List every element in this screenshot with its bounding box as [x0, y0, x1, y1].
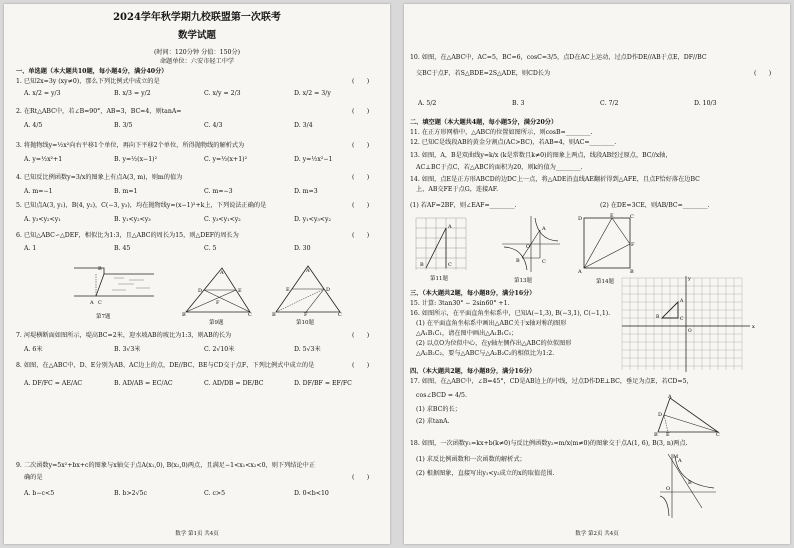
q3-option-a: A. y=½x²+1 — [24, 156, 63, 163]
figure-11-grid — [414, 216, 476, 272]
question-9-tail: 确的是 — [24, 474, 43, 481]
q7-option-d: D. 5√3米 — [294, 346, 321, 353]
question-16-part-1-cont: △A₁B₁C₁，请在图中画出△A₁B₁C₁； — [416, 330, 518, 337]
svg-text:D: D — [658, 412, 663, 418]
svg-text:E: E — [238, 288, 242, 294]
exam-page-1 — [4, 4, 390, 544]
svg-text:D: D — [198, 288, 203, 294]
answer-bracket: ( ) — [352, 332, 370, 339]
q6-option-d: D. 30 — [294, 245, 311, 252]
svg-text:C: C — [448, 262, 452, 268]
question-16-part-2: (2) 以点O为位似中心，在y轴左侧作出△ABC的位似图形 — [416, 340, 572, 347]
figure-11-caption: 第11题 — [430, 276, 448, 282]
svg-text:A: A — [678, 458, 682, 464]
answer-bracket: ( ) — [754, 70, 772, 77]
svg-text:B: B — [272, 312, 276, 316]
svg-text:O: O — [526, 244, 531, 250]
question-2: 2. 在Rt△ABC中，若∠B=90°，AB=3，BC=4，则tanA= — [16, 108, 182, 115]
question-17-part-1: (1) 求BC的长； — [416, 406, 461, 413]
svg-text:O: O — [688, 329, 692, 334]
svg-text:F: F — [304, 312, 308, 316]
exam-school: 命题单位：六安市轻工中学 — [159, 58, 235, 65]
q8-option-c: C. AD/DB = DE/BC — [204, 380, 264, 387]
q1-option-a: A. x/2 = y/3 — [24, 90, 61, 97]
q8-option-b: B. AD/AB = EC/AC — [114, 380, 173, 387]
answer-bracket: ( ) — [352, 78, 370, 85]
q4-option-a: A. m=−1 — [24, 188, 53, 195]
section-1-heading: 一、单选题（本大题共10题，每小题4分，满分40分） — [16, 68, 168, 75]
svg-text:B: B — [182, 312, 186, 316]
q3-option-b: B. y=½(x−1)² — [114, 156, 158, 163]
q8-option-a: A. DF/FC = AE/AC — [24, 380, 83, 387]
svg-text:B: B — [98, 266, 102, 272]
answer-bracket: ( ) — [352, 108, 370, 115]
question-5: 5. 已知点A(3, y₁)，B(4, y₂)，C(−3, y₃)，均在抛物线y=(x−1)²+k上，下列说法正确的是 — [16, 202, 267, 209]
svg-text:C: C — [542, 259, 546, 265]
q6-option-c: C. 5 — [204, 245, 217, 252]
answer-bracket: ( ) — [352, 142, 370, 149]
question-14-part-2: (2) 在DE=3CE，则AB/BC=________. — [600, 202, 710, 209]
question-14-part-1: (1) 若AF=2BF，则∠EAF=________. — [410, 202, 517, 209]
svg-text:O: O — [666, 486, 671, 492]
figure-9-caption: 第9题 — [209, 320, 224, 326]
svg-text:D: D — [326, 287, 331, 293]
svg-text:C: C — [338, 312, 342, 316]
svg-text:F: F — [216, 300, 220, 306]
answer-bracket: ( ) — [352, 202, 370, 209]
exam-page-2 — [404, 4, 790, 544]
q10-option-d: D. 10/3 — [694, 100, 717, 107]
q10-option-c: C. 7/2 — [600, 100, 619, 107]
figure-18-functions — [658, 452, 718, 520]
figure-13-hyperbola — [500, 214, 562, 274]
question-11: 11. 在正方形网格中，△ABC的位置如图所示，则cosB=________. — [410, 129, 593, 136]
question-18-part-1: (1) 求反比例函数和一次函数的解析式； — [416, 456, 526, 463]
q9-option-a: A. b−c<5 — [24, 490, 55, 497]
q1-option-d: D. x/2 = 3/y — [294, 90, 331, 97]
question-10-cont: 交BC于点F，若S△BDE=2S△ADE，则CD长为 — [416, 70, 551, 77]
svg-text:C: C — [716, 432, 720, 436]
q1-option-c: C. x/y = 2/3 — [204, 90, 241, 97]
q4-option-b: B. m=1 — [114, 188, 138, 195]
q8-option-d: D. DF/BF = EF/FC — [294, 380, 352, 387]
svg-text:B: B — [516, 258, 520, 264]
q2-option-d: D. 3/4 — [294, 122, 313, 129]
svg-text:B: B — [688, 480, 692, 486]
q5-option-b: B. y₁<y₂<y₃ — [114, 216, 151, 223]
figure-10-triangle — [272, 264, 344, 316]
figure-10-caption: 第10题 — [296, 320, 314, 326]
svg-text:C: C — [98, 300, 102, 306]
question-3: 3. 将抛物线y=½x²向右平移1个单位，再向下平移2个单位，所得抛物线的解析式为 — [16, 142, 245, 149]
q5-option-a: A. y₃<y₂<y₁ — [24, 216, 61, 223]
svg-text:A: A — [220, 270, 224, 276]
question-10: 10. 如图，在△ABC中，AC=5，BC=6，cosC=3/5，点D在AC上运动，过点D作DE//AB于点E，DF//BC — [410, 54, 707, 61]
question-12: 12. 已知C是线段AB的黄金分割点(AC>BC)，若AB=4，则AC=________. — [410, 139, 617, 146]
question-4: 4. 已知反比例函数y=3/x的图象上有点A(3, m)，则m的值为 — [16, 174, 183, 181]
q1-option-b: B. x/3 = y/2 — [114, 90, 151, 97]
svg-text:F: F — [631, 242, 635, 248]
question-17: 17. 如图，在△ABC中，∠B=45°，CD是AB边上的中线，过点D作DE⊥BC，垂足为点E，若CD=5， — [410, 378, 693, 385]
q3-option-d: D. y=½x²−1 — [294, 156, 333, 163]
figure-16-coordinate-grid — [618, 274, 758, 374]
svg-text:A: A — [448, 224, 452, 230]
question-18: 18. 如图，一次函数y₁=kx+b(k≠0)与反比例函数y₂=m/x(m≠0)的图象交于点A(1, 6), B(3, n)两点. — [410, 440, 688, 447]
svg-text:B: B — [654, 432, 658, 436]
q5-option-c: C. y₃<y₁<y₂ — [204, 216, 241, 223]
section-2-heading: 二、填空题（本大题共4题，每小题5分，满分20分） — [410, 119, 558, 126]
q4-option-d: D. m=3 — [294, 188, 318, 195]
question-6: 6. 已知△ABC∽△DEF，相似比为1:3，且△ABC的周长为15，则△DEF的周长为 — [16, 232, 239, 239]
figure-7-caption: 第7题 — [96, 314, 111, 320]
question-17-cont: cos∠BCD = 4/5. — [416, 392, 467, 399]
svg-text:A: A — [578, 269, 582, 274]
q10-option-b: B. 3 — [512, 100, 525, 107]
exam-meta: (时间：120分钟 分值：150分) — [153, 49, 241, 56]
answer-bracket: ( ) — [352, 174, 370, 181]
figure-17-triangle — [654, 394, 724, 436]
q9-option-b: B. b>2√5c — [114, 490, 147, 497]
answer-bracket: ( ) — [352, 362, 370, 369]
question-1: 1. 已知2x=3y (xy≠0)，那么下列比例式中成立的是 — [16, 78, 160, 85]
svg-text:A: A — [306, 268, 310, 274]
figure-13-caption: 第13题 — [514, 278, 532, 284]
svg-text:A: A — [542, 226, 546, 232]
page-footer: 数学 第1页 共4页 — [175, 531, 219, 537]
q2-option-c: C. 4/3 — [204, 122, 223, 129]
svg-text:A: A — [90, 300, 94, 306]
q6-option-b: B. 45 — [114, 245, 131, 252]
page-footer: 数学 第2页 共4页 — [575, 531, 619, 537]
q7-option-a: A. 6米 — [24, 346, 43, 353]
q7-option-b: B. 3√3米 — [114, 346, 141, 353]
exam-title: 2024学年秋学期九校联盟第一次联考 — [113, 12, 281, 23]
svg-text:D: D — [578, 216, 583, 222]
svg-text:C: C — [630, 214, 634, 220]
svg-text:E: E — [286, 287, 290, 293]
section-4-heading: 四、（本大题共2题，每小题8分，满分16分） — [410, 368, 536, 375]
svg-text:A: A — [668, 394, 672, 400]
svg-text:C: C — [680, 317, 684, 322]
q10-option-a: A. 5/2 — [418, 100, 437, 107]
svg-text:x: x — [752, 324, 755, 330]
q3-option-c: C. y=½(x+1)² — [204, 156, 248, 163]
question-16-part-1: (1) 在平面直角坐标系中画出△ABC关于x轴对称的图形 — [416, 320, 567, 327]
question-14: 14. 如图，点E是正方形ABCD的边DC上一点，将△ADE沿直线AE翻折得到△AFE，且点F恰好落在边BC — [410, 176, 700, 183]
svg-text:B: B — [420, 262, 424, 268]
svg-text:C: C — [248, 312, 252, 316]
question-18-part-2: (2) 根据图象，直接写出y₁<y₂成立的x的取值范围. — [416, 470, 555, 477]
question-16: 16. 如图所示，在平面直角坐标系中，已知A(−1,3), B(−3,1), C(−1,1). — [410, 310, 611, 317]
svg-text:A: A — [680, 299, 684, 304]
question-17-part-2: (2) 求tanA. — [416, 418, 450, 425]
figure-14-square — [578, 212, 636, 274]
answer-bracket: ( ) — [352, 474, 370, 481]
q2-option-b: B. 3/5 — [114, 122, 133, 129]
svg-text:B: B — [656, 315, 660, 320]
question-13: 13. 如图，A，B是双曲线y=k/x (k是常数且k≠0)的图象上两点，线段AB经过原点，BC//x轴， — [410, 152, 672, 159]
figure-9-triangle — [182, 266, 254, 316]
answer-bracket: ( ) — [352, 232, 370, 239]
q5-option-d: D. y₁<y₃<y₂ — [294, 216, 331, 223]
question-9: 9. 二次函数y=5x²+bx+c的图象与x轴交于点A(x₁,0), B(x₂,0)两点，且满足−1<x₁<x₂<0，则下列结论中正 — [16, 462, 316, 469]
q4-option-c: C. m=−3 — [204, 188, 233, 195]
figure-14-caption: 第14题 — [596, 279, 614, 285]
q7-option-c: C. 2√10米 — [204, 346, 235, 353]
svg-text:M: M — [673, 454, 679, 460]
section-3-heading: 三、（本大题共2题，每小题8分，满分16分） — [410, 290, 536, 297]
q9-option-c: C. c>5 — [204, 490, 226, 497]
svg-text:y: y — [688, 276, 691, 282]
svg-text:B: B — [630, 269, 634, 274]
question-8: 8. 如图，在△ABC中，D、E分别为AB、AC边上的点，DE//BC，BE与CD交于点F，下列比例式中成立的是 — [16, 362, 315, 369]
question-13-cont: AC⊥BC于点C，若△ABC的面积为20，则k的值为________. — [416, 164, 583, 171]
question-7: 7. 河堤横断面如图所示，堤高BC=2米，迎水坡AB的坡比为1:3，则AB的长为 — [16, 332, 232, 339]
exam-subtitle: 数学试题 — [177, 30, 216, 41]
svg-text:E: E — [666, 432, 670, 436]
question-15: 15. 计算: 3tan30° − 2sin60° +1. — [410, 300, 510, 307]
q9-option-d: D. 0<b<10 — [294, 490, 329, 497]
question-14-cont: 上，AB交FE于点G，连接AF. — [416, 186, 499, 193]
q6-option-a: A. 1 — [24, 245, 37, 252]
svg-text:E: E — [610, 213, 614, 219]
figure-7-riverbank — [74, 260, 164, 310]
q2-option-a: A. 4/5 — [24, 122, 43, 129]
question-16-part-2-cont: △A₂B₂C₂，要与△ABC与△A₂B₂C₂的相似比为1:2. — [416, 350, 555, 357]
